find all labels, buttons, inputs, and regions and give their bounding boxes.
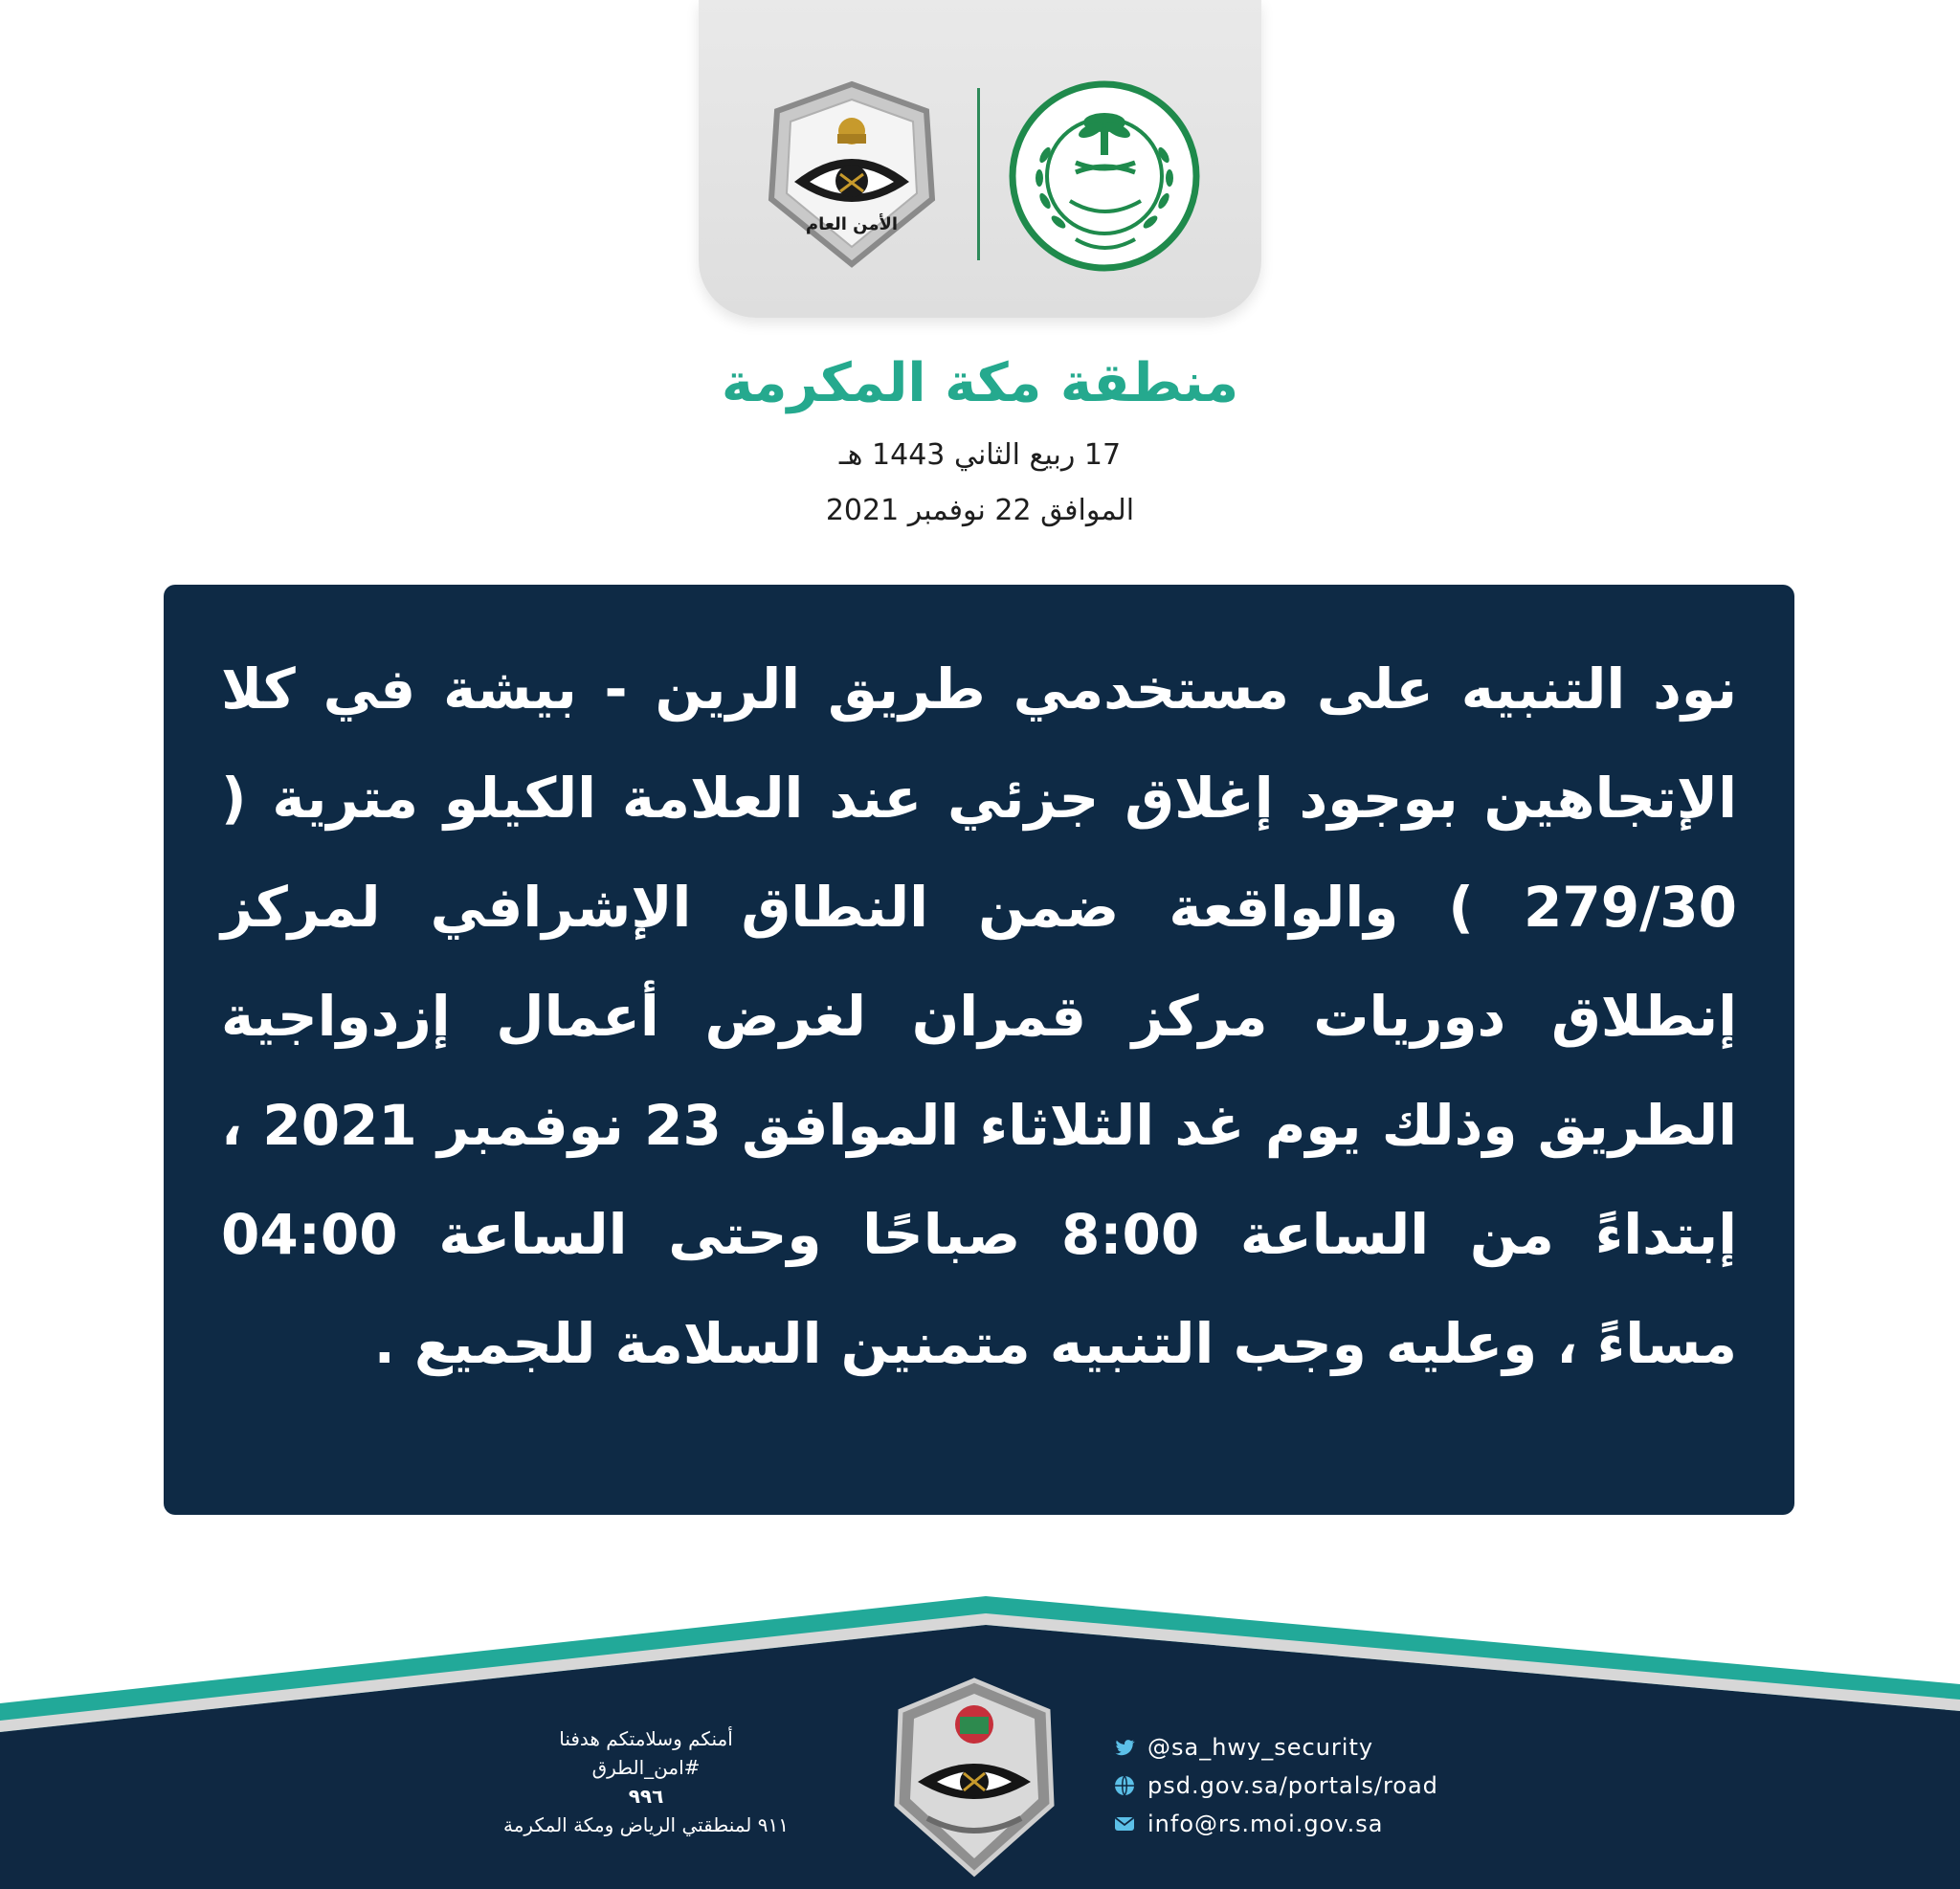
footer-slogan-block [440,1724,852,1839]
gregorian-date: الموافق 22 نوفمبر 2021 [825,494,1135,527]
email-address: info@rs.moi.gov.sa [1147,1811,1384,1837]
email-icon [1113,1812,1136,1835]
hijri-date: 17 ربيع الثاني 1443 هـ [838,438,1122,472]
website-url: psd.gov.sa/portals/road [1147,1772,1438,1799]
region-title: منطقة مكة المكرمة [721,352,1239,414]
contact-website[interactable] [1113,1767,1438,1805]
psd-logo-text: الأمن العام [805,214,899,234]
contact-list [1113,1728,1438,1843]
road-security-badge [889,1675,1059,1879]
notice-panel [164,585,1794,1515]
footer-slogan: أمنكم وسلامتكم هدفنا [559,1727,733,1750]
footer-number-996: ٩٩٦ [628,1785,664,1808]
twitter-icon [1113,1736,1136,1759]
globe-icon [1113,1774,1136,1797]
ministry-emblem [1007,78,1203,275]
footer-hashtag: #امن_الطرق [591,1756,701,1779]
footer-emergency-line: ٩١١ لمنطقتي الرياض ومكة المكرمة [503,1813,789,1836]
logo-divider [977,88,980,260]
twitter-handle: @sa_hwy_security [1147,1734,1374,1761]
public-security-logo [756,78,947,270]
notice-body: نود التنبيه على مستخدمي طريق الرين - بيشة في كلا الإتجاهين بوجود إغلاق جزئي عند العلامة الكيلو مترية ( 279/30 ) والواقعة ضمن النطاق الإشرافي لمركز إنطلاق دوريات مركز قمران لغرض أعمال إزدواجية الطريق وذلك يوم غد الثلاثاء الموافق 23 نوفمبر 2021 ، إبتداءً من الساعة 8:00 صباحًا وحتى الساعة 04:00 مساءً ، وعليه وجب التنبيه متمنين السلامة للجميع . [221,656,1737,1376]
contact-email[interactable] [1113,1805,1438,1843]
contact-twitter[interactable] [1113,1728,1438,1767]
